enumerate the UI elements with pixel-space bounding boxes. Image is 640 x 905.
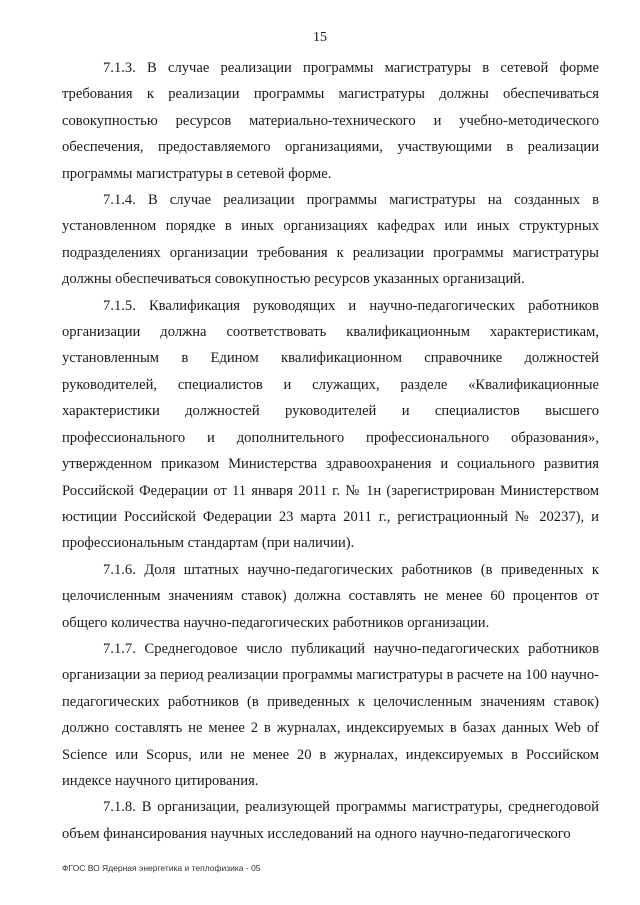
document-footer: ФГОС ВО Ядерная энергетика и теплофизика - 05 <box>62 863 261 873</box>
paragraph-7-1-3: 7.1.3. В случае реализации программы магистратуры в сетевой форме требования к реализации программы магистратуры должны обеспечиваться совокупностью ресурсов материально-технического и учебно-методического обеспечения, предоставляемого организациями, участвующими в реализации программы магистратуры в сетевой форме. <box>62 60 599 182</box>
paragraph-7-1-8: 7.1.8. В организации, реализующей программы магистратуры, среднегодовой объем финансирования научных исследований на одного научно-педагогического <box>62 799 599 842</box>
paragraph-7-1-5: 7.1.5. Квалификация руководящих и научно-педагогических работников организации должна соответствовать квалификационным характеристикам, установленным в Едином квалификационном справочнике должностей руководителей, специалистов и служащих, разделе «Квалификационные характеристики должностей руководителей и специалистов высшего профессионального и дополнительного профессионального образования», утвержденном приказом Министерства здравоохранения и социального развития Российской Федерации от 11 января 2011 г. № 1н (зарегистрирован Министерством юстиции Российской Федерации 23 марта 2011 г., регистрационный № 20237), и профессиональным стандартам (при наличии). <box>62 297 599 552</box>
paragraph-7-1-7: 7.1.7. Среднегодовое число публикаций научно-педагогических работников организации за период реализации программы магистратуры в расчете на 100 научно-педагогических работников (в приведенных к целочисленным значениям ставок) должно составлять не менее 2 в журналах, индексируемых в базах данных Web of Science или Scopus, или не менее 20 в журналах, индексируемых в Российском индексе научного цитирования. <box>62 640 599 789</box>
paragraph-7-1-6: 7.1.6. Доля штатных научно-педагогических работников (в приведенных к целочисленным значениям ставок) должна составлять не менее 60 процентов от общего количества научно-педагогических работников организации. <box>62 561 599 631</box>
paragraph-7-1-4: 7.1.4. В случае реализации программы магистратуры на созданных в установленном порядке в иных организациях кафедрах или иных структурных подразделениях организации требования к реализации программы магистратуры должны обеспечиваться совокупностью ресурсов указанных организаций. <box>62 192 599 288</box>
page-number: 15 <box>313 30 327 45</box>
document-body <box>62 55 599 847</box>
